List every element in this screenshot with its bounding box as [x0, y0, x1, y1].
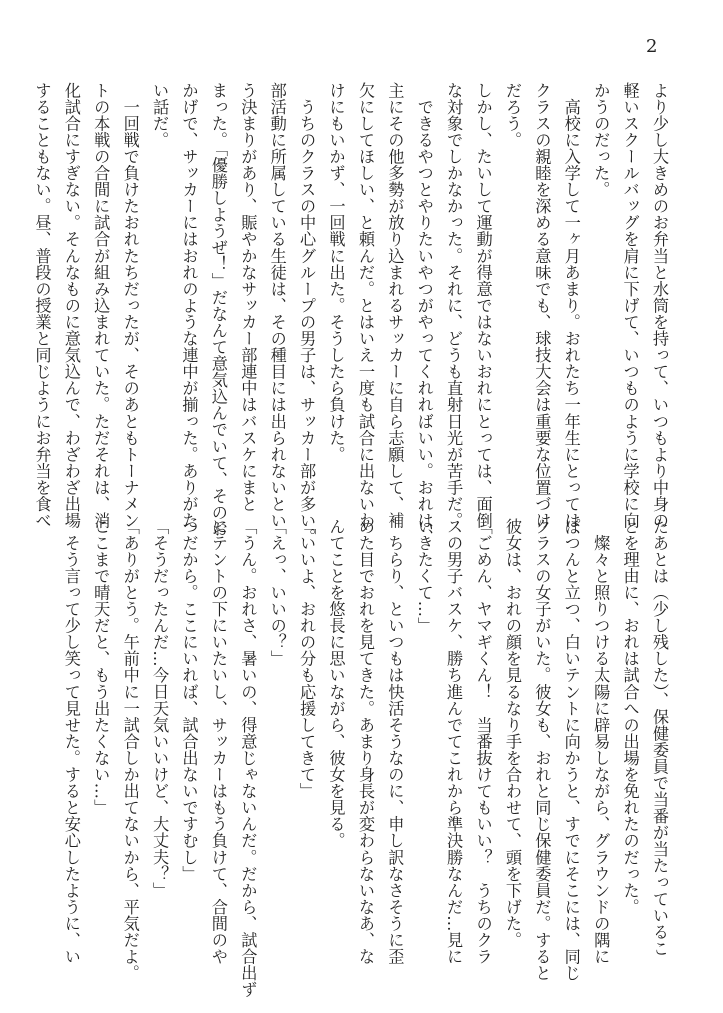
lower-line-6: 彼女は、おれの顔を見るなり手を合わせて、頭を下げた。	[502, 518, 522, 949]
lower-line-15: 「うん。おれさ、暑いの、得意じゃないんだ。だから、試合出ず	[238, 518, 258, 998]
lower-line-4: ぽつんと立つ、白いテントに向かうと、すでにそこには、同じ	[561, 518, 581, 982]
upper-line-17: かげで、サッカーにはおれのような連中が揃った。ありがた	[179, 82, 199, 529]
page-number: 2	[646, 36, 658, 57]
lower-line-7: 「ごめん、ヤマギくん！ 当番抜けてもいい？ うちのクラ	[473, 518, 493, 965]
upper-line-21: 化試合にすぎない。そんなものに意気込んで、わざわざ出場	[61, 82, 81, 529]
lower-line-3: 燦々と照りつける太陽に辟易しながら、グラウンドの隅に	[591, 518, 611, 965]
lower-line-13: 「いいよ、おれの分も応援してきて」	[297, 518, 317, 800]
lower-line-10: ちらり、といつもは快活そうなのに、申し訳なさそうに歪	[385, 518, 405, 965]
lower-text-block	[61, 518, 674, 998]
upper-line-9: できるやつとやりたいやつがやってくれればいい。おれは、	[414, 82, 434, 546]
upper-line-14: 部活動に所属している生徒は、その種目には出られないとい	[267, 82, 287, 529]
upper-line-19: 一回戦で負けたおれたちだったが、そのあともトーナメン	[120, 82, 140, 529]
upper-line-5: クラスの親睦を深める意味でも、球技大会は重要な位置づけ	[532, 82, 552, 529]
upper-line-20: トの本戦の合間に試合が組み込まれていた。ただそれは、消	[91, 82, 111, 529]
lower-line-17: つだから。ここにいれば、試合出ないですむし」	[179, 518, 199, 883]
upper-line-12: けにもいかず、一回戦に出た。そうしたら負けた。	[326, 82, 346, 463]
lower-line-1: たあとは（少し残した）、保健委員で当番が当たっているこ	[650, 518, 669, 957]
upper-text-block	[32, 82, 674, 546]
upper-line-22: することもない。昼、普段の授業と同じようにお弁当を食べ	[32, 82, 52, 529]
lower-line-12: んてことを悠長に思いながら、彼女を見る。	[326, 518, 346, 849]
upper-line-1: より少し大きめのお弁当と水筒を持って、いつもより中身の	[650, 82, 669, 529]
upper-line-13: うちのクラスの中心グループの男子は、サッカー部が多い。	[297, 82, 317, 546]
upper-line-18: い話だ。	[150, 82, 170, 149]
upper-line-2: 軽いスクールバッグを肩に下げて、いつものように学校に向	[620, 82, 640, 529]
upper-line-6: だろう。	[502, 82, 522, 149]
lower-line-21: そう言って少し笑って見せた。すると安心したように、い	[61, 518, 81, 965]
lower-line-8: スの男子バスケ、勝ち進んでてこれから準決勝なんだ…見に	[444, 518, 464, 965]
lower-line-11: めた目でおれを見てきた。あまり身長が変わらないなあ、な	[355, 518, 375, 965]
lower-line-14: 「えっ、いいの？」	[267, 518, 287, 667]
lower-line-20: ここまで晴天だと、もう出たくない…」	[91, 518, 111, 816]
upper-line-10: 主にその他多勢が放り込まれるサッカーに自ら志願して、補	[385, 82, 405, 529]
lower-line-19: 「ありがとう。午前中に一試合しか出てないから、平気だよ。	[120, 518, 140, 982]
upper-line-15: う決まりがあり、賑やかなサッカー部連中はバスケにまと	[238, 82, 258, 513]
upper-line-7: しかし、たいして運動が得意ではないおれにとっては、面倒	[473, 82, 493, 529]
upper-line-11: 欠にしてほしい、と頼んだ。とはいえ一度も試合に出ないわ	[355, 82, 375, 529]
lower-line-16: にテントの下にいたいし、サッカーはもう負けて、合間のや	[208, 518, 228, 965]
lower-line-9: いきたくて…」	[414, 518, 434, 634]
lower-line-5: クラスの女子がいた。彼女も、おれと同じ保健委員だ。すると	[532, 518, 552, 982]
lower-line-2: とを理由に、おれは試合への出場を免れたのだった。	[620, 518, 640, 916]
upper-line-8: な対象でしかなかった。それに、どうも直射日光が苦手だ。	[444, 82, 464, 529]
lower-line-18: 「そうだったんだ…今日天気いいけど、大丈夫？」	[150, 518, 170, 899]
upper-line-4: 高校に入学して一ヶ月あまり。おれたち一年生にとっては、	[561, 82, 581, 546]
upper-line-16: まった。「優勝しようぜ！」だなんて意気込んでいて、そのお	[208, 82, 228, 538]
upper-line-3: かうのだった。	[591, 82, 611, 198]
